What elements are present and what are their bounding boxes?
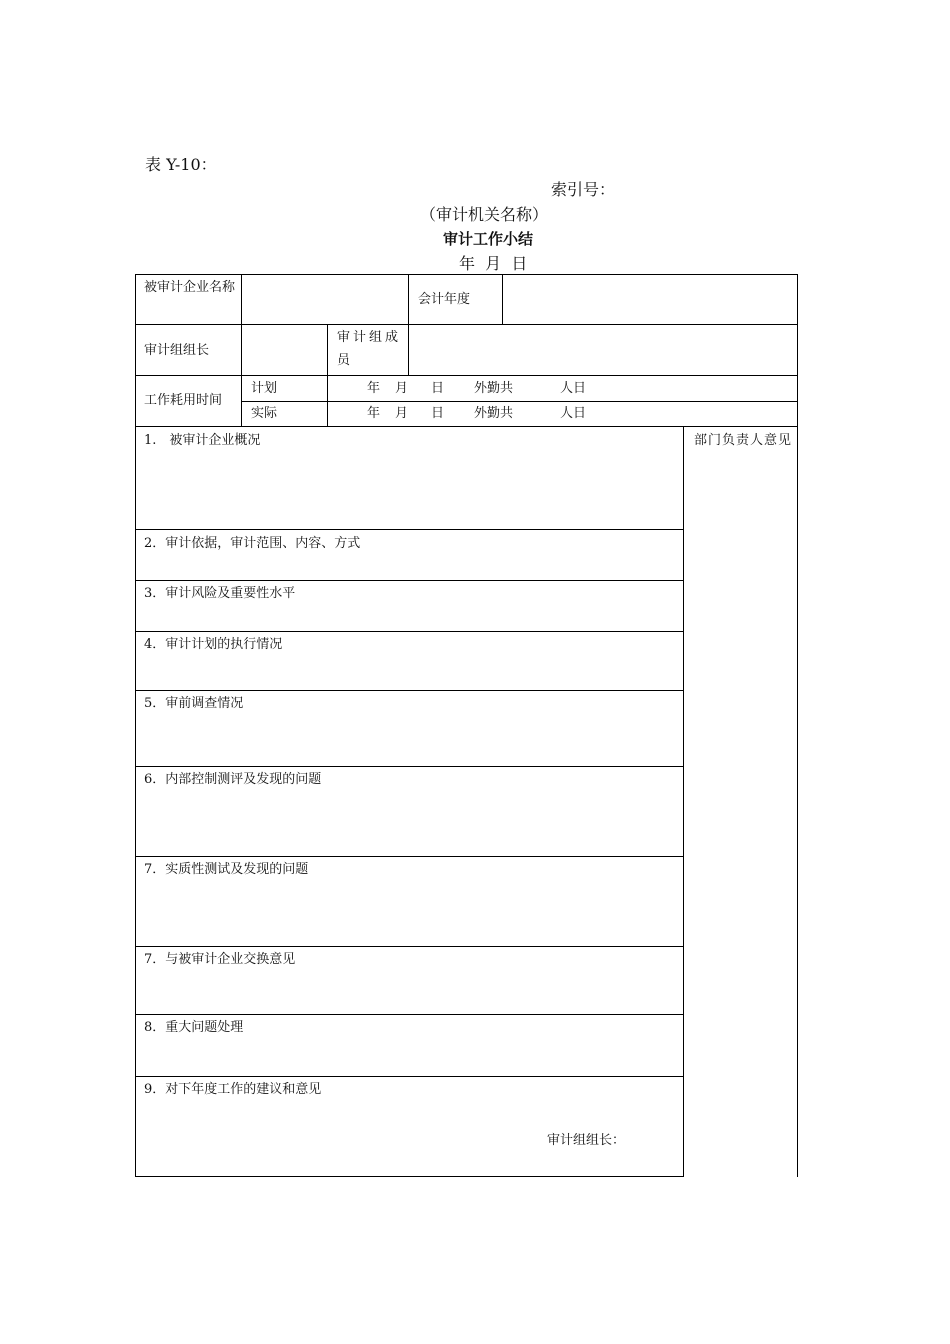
plan-year: 年 [367, 381, 381, 396]
section-plan-execution: 4．审计计划的执行情况 [144, 637, 283, 652]
section-basis-scope: 2．审计依据，审计范围、内容、方式 [144, 536, 361, 551]
actual-person-days: 人日 [560, 406, 587, 421]
team-leader-label: 审计组组长 [144, 343, 210, 358]
section-internal-control: 6．内部控制测评及发现的问题 [144, 772, 322, 787]
actual-label: 实际 [251, 406, 278, 421]
plan-label: 计划 [251, 381, 278, 396]
index-number-label: 索引号： [551, 180, 616, 199]
report-date: 年 月 日 [459, 254, 528, 273]
actual-month: 月 [395, 406, 409, 421]
section-pre-audit-survey: 5．审前调查情况 [144, 696, 244, 711]
table-number: 表 Y-10： [145, 155, 217, 174]
team-members-value[interactable] [410, 326, 796, 374]
company-name-value[interactable] [243, 276, 407, 323]
time-spent-label: 工作耗用时间 [144, 393, 223, 408]
plan-person-days: 人日 [560, 381, 587, 396]
fiscal-year-value[interactable] [504, 276, 796, 323]
section-overview: 1. 被审计企业概况 [144, 433, 261, 448]
plan-month: 月 [395, 381, 409, 396]
audit-org-name: （审计机关名称） [420, 205, 549, 224]
section-major-issues: 8．重大问题处理 [144, 1020, 244, 1035]
company-name-label: 被审计企业名称 [144, 280, 236, 295]
plan-field-work: 外勤共 [474, 381, 514, 396]
plan-day: 日 [431, 381, 445, 396]
section-exchange-opinions: 7．与被审计企业交换意见 [144, 952, 296, 967]
page-title: 审计工作小结 [443, 230, 534, 248]
team-leader-signature-label: 审计组组长： [547, 1133, 626, 1148]
actual-day: 日 [431, 406, 445, 421]
team-leader-value[interactable] [243, 326, 326, 374]
fiscal-year-label: 会计年度 [418, 292, 471, 307]
section-substantive-test: 7．实质性测试及发现的问题 [144, 862, 309, 877]
section-next-year-suggestions: 9．对下年度工作的建议和意见 [144, 1082, 322, 1097]
actual-year: 年 [367, 406, 381, 421]
dept-head-opinion-label: 部门负责人意见 [694, 433, 793, 448]
section-risk-materiality: 3．审计风险及重要性水平 [144, 586, 296, 601]
team-members-label: 审计组成员 [337, 330, 402, 368]
actual-field-work: 外勤共 [474, 406, 514, 421]
